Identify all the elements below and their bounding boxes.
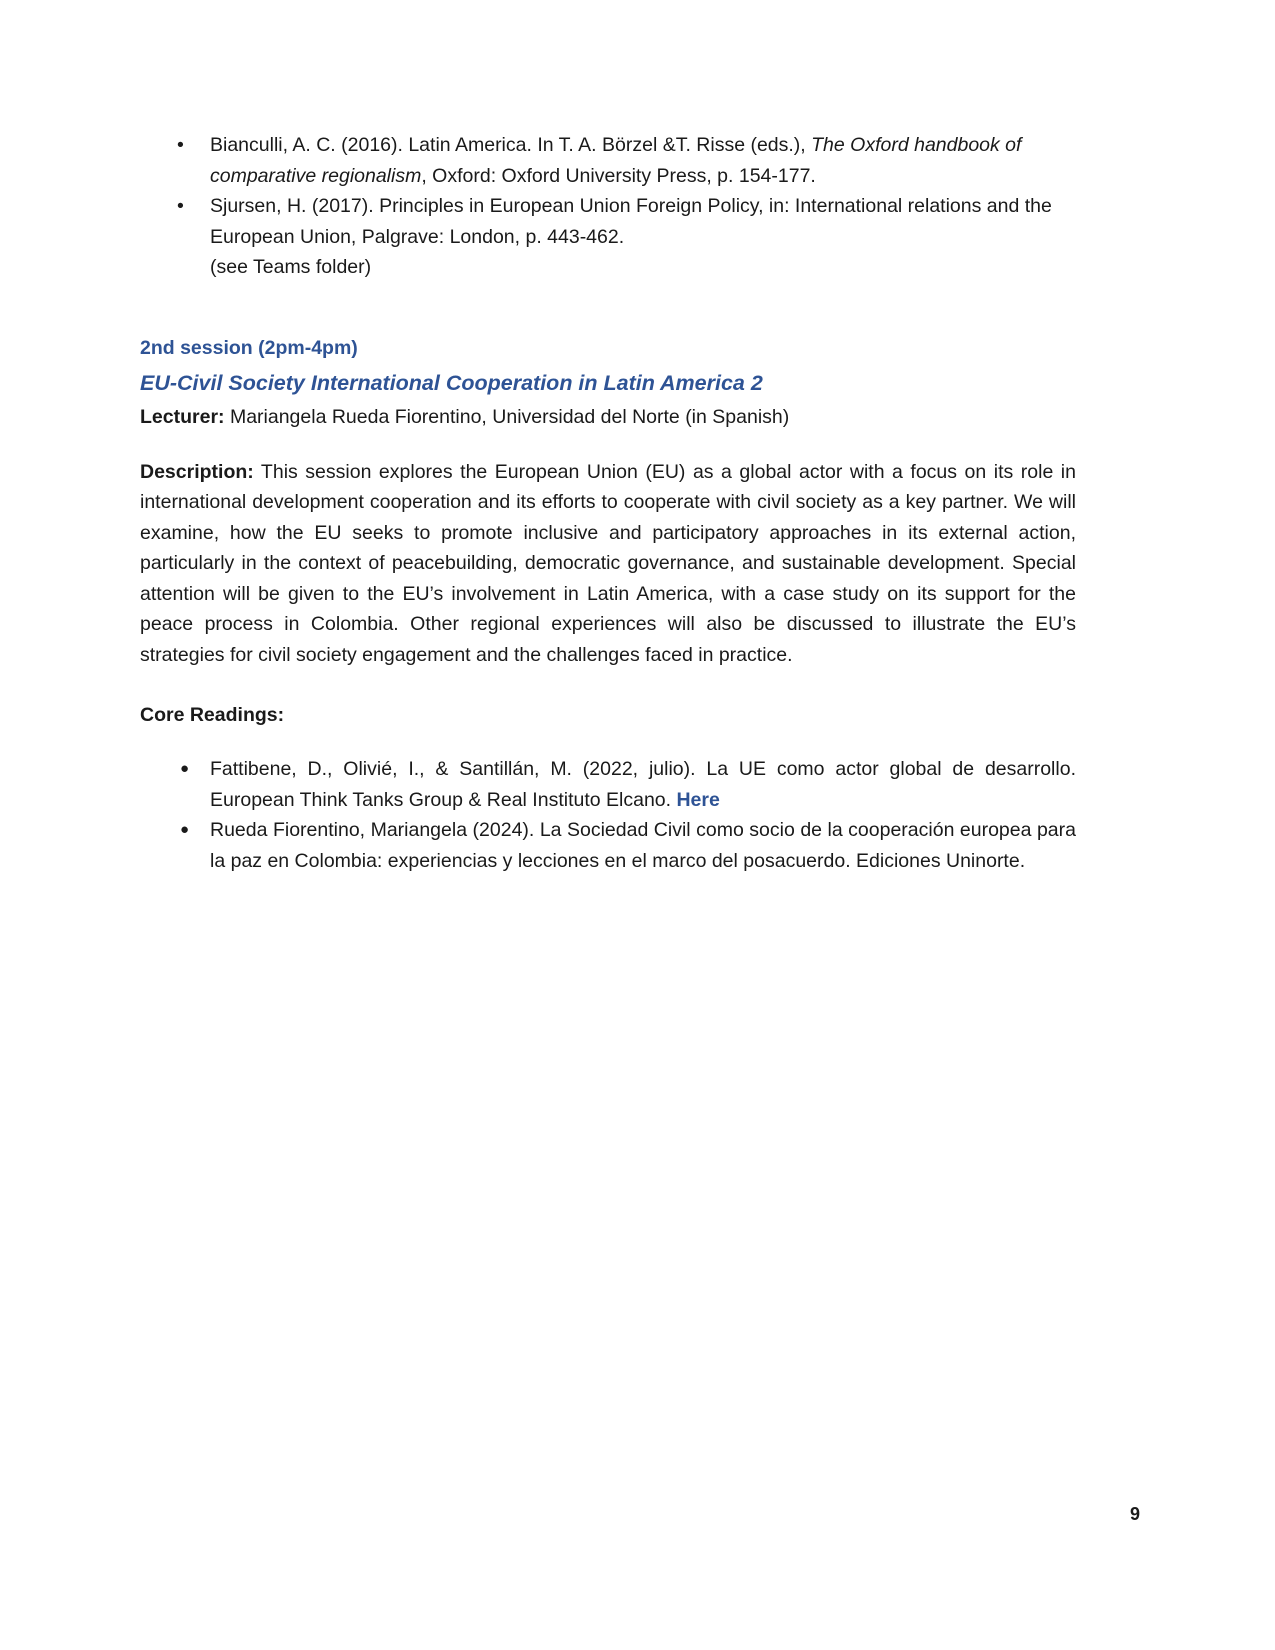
list-item — [140, 130, 1076, 191]
core-readings-heading: Core Readings: — [140, 704, 285, 726]
page-number: 9 — [1129, 1504, 1140, 1524]
description-paragraph — [140, 457, 1076, 671]
bullet-icon: ● — [180, 760, 190, 777]
session-heading: 2nd session (2pm-4pm) — [140, 336, 358, 359]
reference-title-italic: The Oxford handbook of comparative regionalism — [210, 134, 1022, 187]
session-title: EU-Civil Society International Cooperation in Latin America 2 — [140, 370, 763, 395]
bullet-icon: • — [177, 134, 184, 156]
description-label: Description: — [140, 460, 254, 483]
lecturer-value: Mariangela Rueda Fiorentino, Universidad del Norte (in Spanish) — [224, 405, 790, 428]
here-link[interactable]: Here — [676, 788, 720, 811]
list-item — [140, 815, 1076, 876]
bullet-icon: • — [177, 195, 184, 217]
core-reading-text: Rueda Fiorentino, Mariangela (2024). La Sociedad Civil como socio de la cooperación europea para la paz en Colombia: experiencias y lecciones en el marco del posacuerdo. Ediciones Uninorte. — [210, 819, 1076, 872]
core-reading-text: Fattibene, D., Olivié, I., & Santillán, M. (2022, julio). La UE como actor global de desarrollo. European Think Tanks Group & Real Instituto Elcano. — [210, 758, 1076, 811]
list-item — [140, 191, 1076, 283]
reference-text-part2: , Oxford: Oxford University Press, p. 154-177. — [421, 164, 816, 187]
reference-note: (see Teams folder) — [210, 256, 372, 278]
page-content — [140, 130, 1076, 876]
reference-text-part1: Bianculli, A. C. (2016). Latin America. In T. A. Börzel &T. Risse (eds.), — [210, 134, 812, 156]
reference-text-part1: Sjursen, H. (2017). Principles in European Union Foreign Policy, in: International relations and the European Union, Palgrave: London, p. 443-462. — [210, 195, 1052, 248]
description-text: This session explores the European Union (EU) as a global actor with a focus on its role in international development cooperation and its efforts to cooperate with civil society as a key partner. We will examine, how the EU seeks to promote inclusive and participatory approaches in its external action, particularly in the context of peacebuilding, democratic governance, and sustainable development. Special attention will be given to the EU’s involvement in Latin America, with a case study on its support for the peace process in Colombia. Other regional experiences will also be discussed to illustrate the EU’s strategies for civil society engagement and the challenges faced in practice. — [140, 460, 1076, 666]
core-readings-list — [140, 754, 1076, 876]
previous-session-readings-list — [140, 130, 1076, 283]
bullet-icon: ● — [180, 821, 190, 838]
lecturer-label: Lecturer: — [140, 405, 225, 428]
list-item — [140, 754, 1076, 815]
lecturer-line — [140, 402, 1076, 433]
